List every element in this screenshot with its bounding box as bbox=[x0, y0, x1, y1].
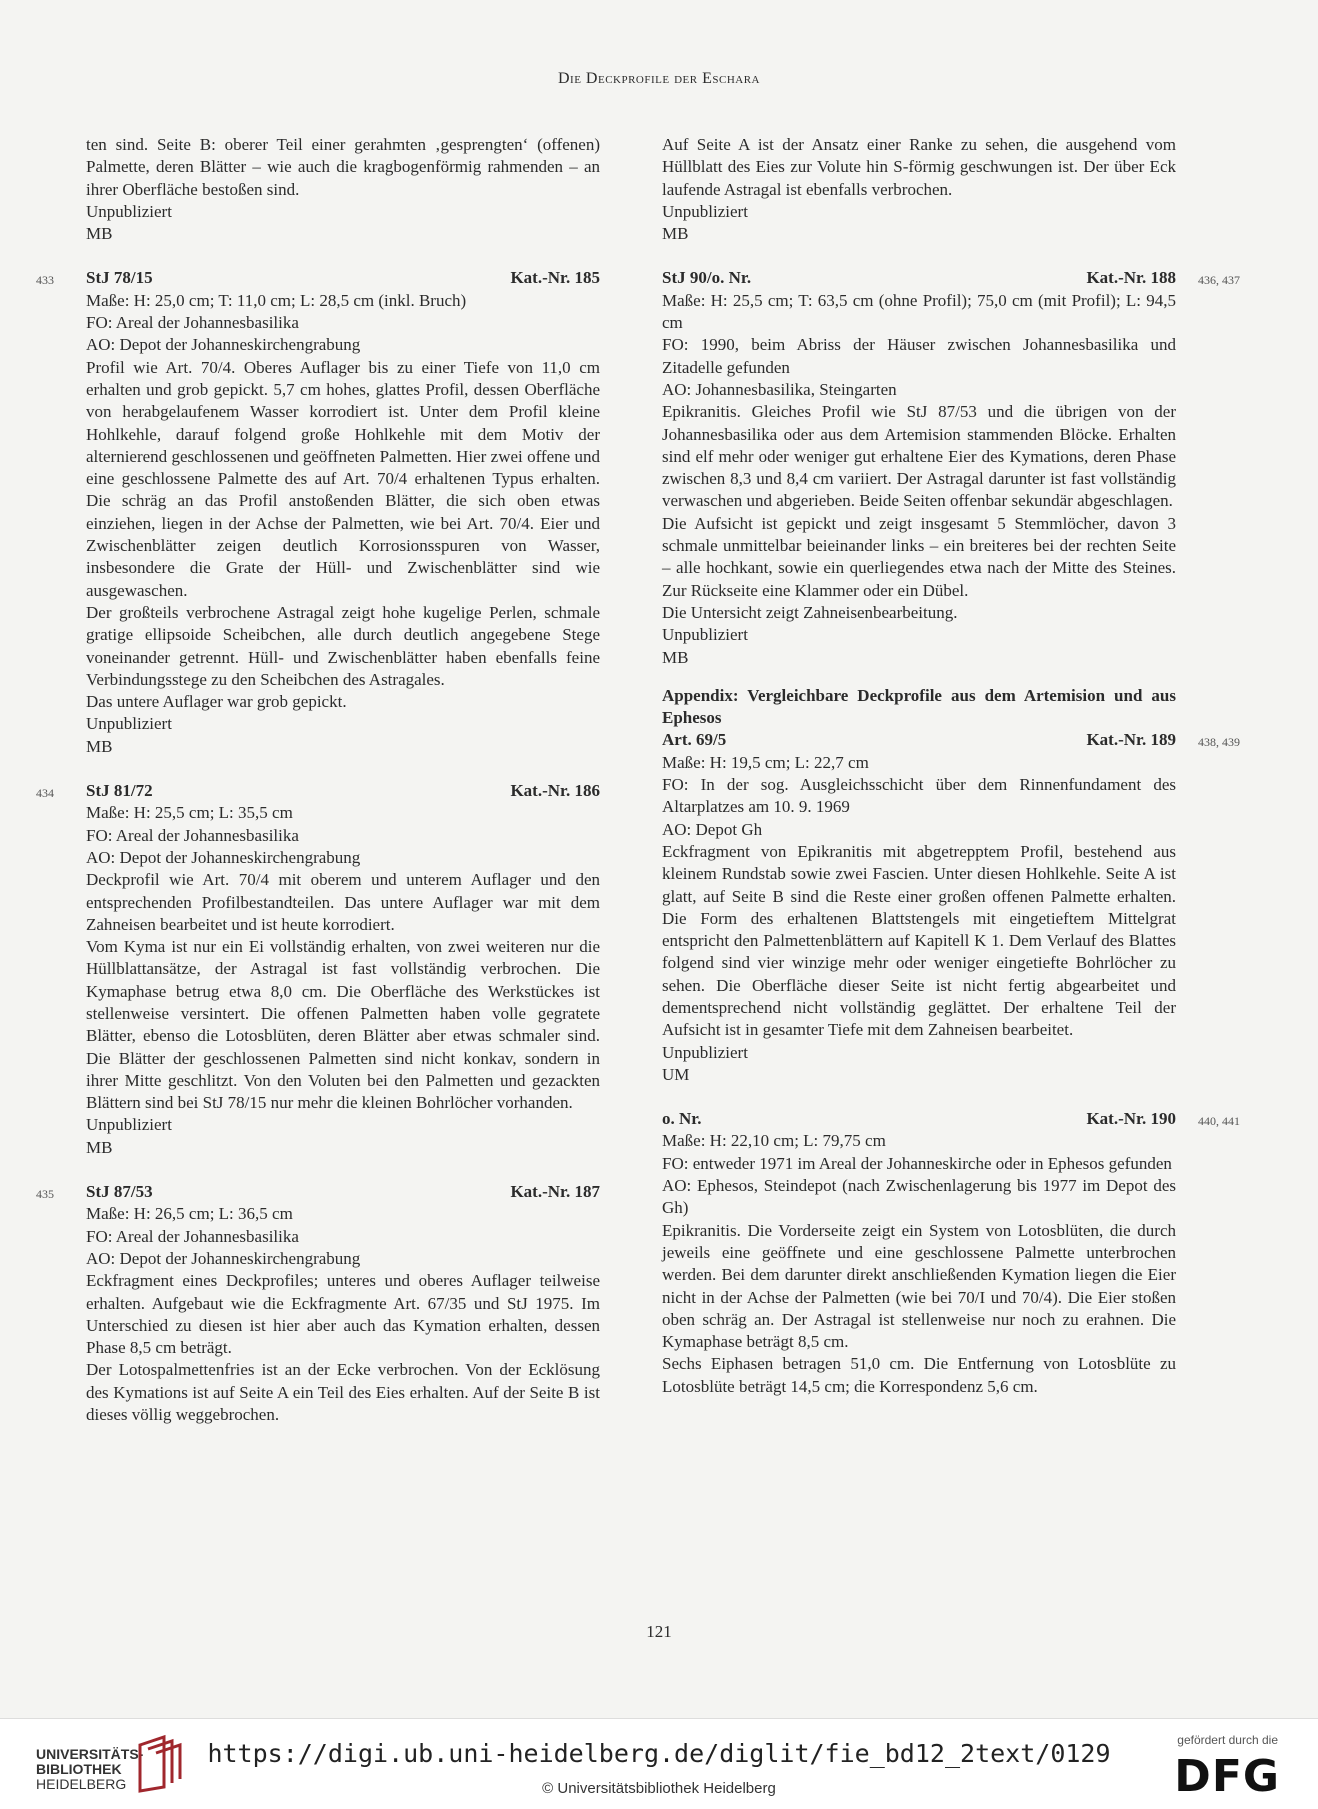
dfg-logo: DFG bbox=[1174, 1751, 1280, 1802]
measurements: Maße: H: 19,5 cm; L: 22,7 cm bbox=[662, 752, 869, 772]
entry-title: StJ 81/72 bbox=[86, 781, 153, 801]
entry-heading bbox=[662, 1108, 1240, 1130]
paragraph: Sechs Eiphasen betragen 51,0 cm. Die Entfernung von Lotosblüte zu Lotosblüte beträgt 14,5 cm; die Korrespondenz 5,6 cm. bbox=[662, 1354, 1176, 1396]
catalog-number: Kat.-Nr. 188 bbox=[1086, 268, 1176, 288]
entry-title: StJ 90/o. Nr. bbox=[662, 268, 752, 288]
author-sign: MB bbox=[86, 1137, 113, 1157]
figure-ref: 438, 439 bbox=[1198, 735, 1240, 750]
storage-location: AO: Depot der Johanneskirchengrabung bbox=[86, 1248, 361, 1268]
page-number: 121 bbox=[646, 1622, 672, 1641]
author-sign: MB bbox=[662, 647, 689, 667]
paragraph: Eckfragment eines Deckprofiles; unteres und oberes Auflager teilweise erhalten. Aufgebaut wie die Eckfragmente Art. 67/35 und StJ 1975. Im Unterschied zu diesen ist hier aber auch das Kymation erhalten, dessen Phase 8,5 cm beträgt. bbox=[86, 1271, 600, 1358]
entry-heading bbox=[662, 729, 1240, 751]
measurements: Maße: H: 22,10 cm; L: 79,75 cm bbox=[662, 1131, 886, 1151]
entry-title: StJ 78/15 bbox=[86, 268, 153, 288]
right-column bbox=[662, 134, 1240, 1398]
storage-location: AO: Depot der Johanneskirchengrabung bbox=[86, 335, 361, 355]
permalink-url[interactable]: https://digi.ub.uni-heidelberg.de/diglit/fie_bd12_2text/0129 bbox=[207, 1739, 1111, 1768]
figure-ref: 433 bbox=[36, 273, 54, 288]
publication-status: Unpubliziert bbox=[86, 1115, 172, 1135]
find-location: FO: entweder 1971 im Areal der Johanneskirche oder in Ephesos gefunden bbox=[662, 1153, 1172, 1173]
find-location: FO: Areal der Johannesbasilika bbox=[86, 825, 299, 845]
paragraph: Das untere Auflager war grob gepickt. bbox=[86, 692, 347, 712]
storage-location: AO: Depot Gh bbox=[662, 819, 763, 839]
funding-label: gefördert durch die bbox=[1177, 1733, 1278, 1747]
paragraph: ten sind. Seite B: oberer Teil einer gerahmten ‚gesprengten‘ (offenen) Palmette, deren Blätter – wie auch die kragbogenförmig rahmenden – an ihrer Oberfläche bestoßen sind. bbox=[86, 135, 600, 199]
entry-heading bbox=[36, 780, 600, 802]
paragraph: Eckfragment von Epikranitis mit abgetrepptem Profil, bestehend aus kleinem Rundstab sowie zwei Fascien. Unter diesen Hohlkehle. Seite A ist glatt, auf Seite B sind die Reste einer großen offenen Palmette erhalten. Die Form des erhaltenen Blattstengels mit eingetieftem Mittelgrat entspricht den Palmettenblättern auf Kapitell K 1. Dem Verlauf des Blattes folgend sind vier winzige mehr oder weniger eingetiefte Bohrlöcher zu sehen. Die Oberfläche dieser Seite ist nicht fertig abgearbeitet und dementsprechend nicht vollständig geglättet. Der erhaltene Teil der Aufsicht ist in gesamter Tiefe mit dem Zahneisen bearbeitet. bbox=[662, 841, 1176, 1040]
storage-location: AO: Depot der Johanneskirchengrabung bbox=[86, 847, 361, 867]
catalog-number: Kat.-Nr. 190 bbox=[1086, 1109, 1176, 1129]
catalog-number: Kat.-Nr. 185 bbox=[510, 268, 600, 288]
copyright-notice: © Universitätsbibliothek Heidelberg bbox=[542, 1780, 776, 1797]
find-location: FO: In der sog. Ausgleichsschicht über dem Rinnenfundament des Altarplatzes am 10. 9. 1969 bbox=[662, 775, 1176, 817]
paragraph: Der großteils verbrochene Astragal zeigt hohe kugelige Perlen, schmale gratige ellipsoide Scheibchen, alle durch deutlich angegebene Stege voneinander getrennt. Hüll- und Zwischenblätter haben ebenfalls feine Verbindungsstege zu den Scheibchen des Astragales. bbox=[86, 602, 600, 689]
figure-ref: 436, 437 bbox=[1198, 273, 1240, 288]
storage-location: AO: Johannesbasilika, Steingarten bbox=[662, 379, 897, 399]
entry-heading bbox=[36, 267, 600, 289]
figure-ref: 440, 441 bbox=[1198, 1114, 1240, 1129]
measurements: Maße: H: 25,5 cm; T: 63,5 cm (ohne Profil); 75,0 cm (mit Profil); L: 94,5 cm bbox=[662, 290, 1176, 333]
find-location: FO: Areal der Johannesbasilika bbox=[86, 1226, 299, 1246]
author-sign: MB bbox=[662, 224, 689, 244]
paragraph: Auf Seite A ist der Ansatz einer Ranke zu sehen, die ausgehend vom Hüllblatt des Eies zur Volute hin S-förmig geschwungen ist. Der über Eck laufende Astragal ist ebenfalls verbrochen. bbox=[662, 135, 1176, 199]
publication-status: Unpubliziert bbox=[86, 201, 172, 221]
find-location: FO: 1990, beim Abriss der Häuser zwischen Johannesbasilika und Zitadelle gefunden bbox=[662, 335, 1176, 377]
paragraph: Vom Kyma ist nur ein Ei vollständig erhalten, von zwei weiteren nur die Hüllblattansätze, der Astragal ist fast vollständig verbrochen. Die Kymaphase betrug etwa 8,0 cm. Die Oberfläche des Werkstückes ist stellenweise versintert. Die offenen Palmetten haben volle gegratete Blätter, ebenso die Lotosblüten, deren Blätter aber etwas schmaler sind. Die Blätter der geschlossenen Palmetten sind nicht konkav, sondern in ihrer Mitte geschlitzt. Von den Voluten bei den Palmetten und gezackten Blättern sind bei StJ 78/15 nur mehr die kleinen Bohrlöcher vorhanden. bbox=[86, 937, 600, 1113]
find-location: FO: Areal der Johannesbasilika bbox=[86, 313, 299, 333]
entry-title: StJ 87/53 bbox=[86, 1182, 153, 1202]
publication-status: Unpubliziert bbox=[86, 714, 172, 734]
figure-ref: 435 bbox=[36, 1187, 54, 1202]
storage-location: AO: Ephesos, Steindepot (nach Zwischenlagerung bis 1977 im Depot des Gh) bbox=[662, 1176, 1176, 1218]
running-title: Die Deckprofile der Eschara bbox=[557, 70, 760, 87]
library-line: UNIVERSITÄTS- bbox=[36, 1746, 144, 1762]
publication-status: Unpubliziert bbox=[662, 201, 748, 221]
figure-ref: 434 bbox=[36, 786, 54, 801]
paragraph: Epikranitis. Gleiches Profil wie StJ 87/53 und die übrigen von der Johannesbasilika oder aus dem Artemision stammenden Blöcke. Erhalten sind elf mehr oder weniger gut erhaltene Eier des Kymations, deren Phase zwischen 8,3 und 8,4 cm variiert. Der Astragal darunter ist fast vollständig verwaschen und abgerieben. Beide Seiten offenbar sekundär abgeschlagen. bbox=[662, 402, 1176, 511]
library-line: HEIDELBERG bbox=[36, 1776, 127, 1792]
paragraph: Deckprofil wie Art. 70/4 mit oberem und unterem Auflager und den entsprechenden Profilbestandteilen. Das untere Auflager war mit dem Zahneisen bearbeitet und ist heute korrodiert. bbox=[86, 870, 600, 934]
publication-status: Unpubliziert bbox=[662, 1042, 748, 1062]
entry-heading bbox=[36, 1181, 600, 1203]
author-sign: MB bbox=[86, 224, 113, 244]
library-line: BIBLIOTHEK bbox=[36, 1761, 122, 1777]
left-column bbox=[36, 134, 600, 1426]
measurements: Maße: H: 25,0 cm; T: 11,0 cm; L: 28,5 cm (inkl. Bruch) bbox=[86, 290, 467, 310]
measurements: Maße: H: 25,5 cm; L: 35,5 cm bbox=[86, 803, 293, 823]
catalog-number: Kat.-Nr. 187 bbox=[510, 1182, 600, 1202]
publication-status: Unpubliziert bbox=[662, 625, 748, 645]
author-sign: MB bbox=[86, 736, 113, 756]
viewer-footer bbox=[0, 1718, 1318, 1809]
paragraph: Epikranitis. Die Vorderseite zeigt ein System von Lotosblüten, die durch jeweils eine geöffnete und eine geschlossene Palmette unterbrochen werden. Bei dem darunter direkt anschließenden Kymation liegen die Eier nicht in der Achse der Palmetten (wie bei 70/I und 70/4). Die Eier stoßen oben schräg an. Der Astragal ist stellenweise nur noch zu erahnen. Die Kymaphase beträgt 8,5 cm. bbox=[662, 1220, 1176, 1352]
measurements: Maße: H: 26,5 cm; L: 36,5 cm bbox=[86, 1204, 293, 1224]
author-sign: UM bbox=[662, 1064, 690, 1084]
paragraph: Die Aufsicht ist gepickt und zeigt insgesamt 5 Stemmlöcher, davon 3 schmale unmittelbar beieinander links – ein breiteres bei der rechten Seite – alle hochkant, sowie ein querliegendes etwa nach der Mitte des Steines. Zur Rückseite eine Klammer oder ein Dübel. bbox=[662, 513, 1176, 600]
entry-heading bbox=[662, 267, 1240, 289]
paragraph: Profil wie Art. 70/4. Oberes Auflager bis zu einer Tiefe von 11,0 cm erhalten und grob gepickt. 5,7 cm hohes, glattes Profil, dessen Oberfläche von herabgelaufenem Wasser korrodiert ist. Unter dem Profil kleine Hohlkehle, darauf folgend große Hohlkehle mit dem Motiv der alternierend geschlossenen und geöffneten Palmetten. Hier zwei offene und eine geschlossene Palmette des auf Art. 70/4 erhaltenen Typus erhalten. Die schräg an das Profil anstoßenden Blätter, die sich oben etwas einziehen, liegen in der Achse der Palmetten, wie bei Art. 70/4. Eier und Zwischenblätter zeigen deutlich Korrosionsspuren von Wasser, insbesondere die Grate der Hüll- und Zwischenblätter sind wie ausgewaschen. bbox=[86, 357, 600, 600]
catalog-number: Kat.-Nr. 186 bbox=[510, 781, 600, 801]
paragraph: Die Untersicht zeigt Zahneisenbearbeitung. bbox=[662, 602, 958, 622]
entry-title: o. Nr. bbox=[662, 1109, 702, 1129]
entry-title: Art. 69/5 bbox=[662, 730, 727, 750]
appendix-heading: Appendix: Vergleichbare Deckprofile aus dem Artemision und aus Ephesos bbox=[662, 685, 1176, 728]
catalog-number: Kat.-Nr. 189 bbox=[1086, 730, 1176, 750]
paragraph: Der Lotospalmettenfries ist an der Ecke verbrochen. Von der Ecklösung des Kymations ist auf Seite A ein Teil des Eies erhalten. Auf der Seite B ist dieses völlig weggebrochen. bbox=[86, 1360, 600, 1425]
